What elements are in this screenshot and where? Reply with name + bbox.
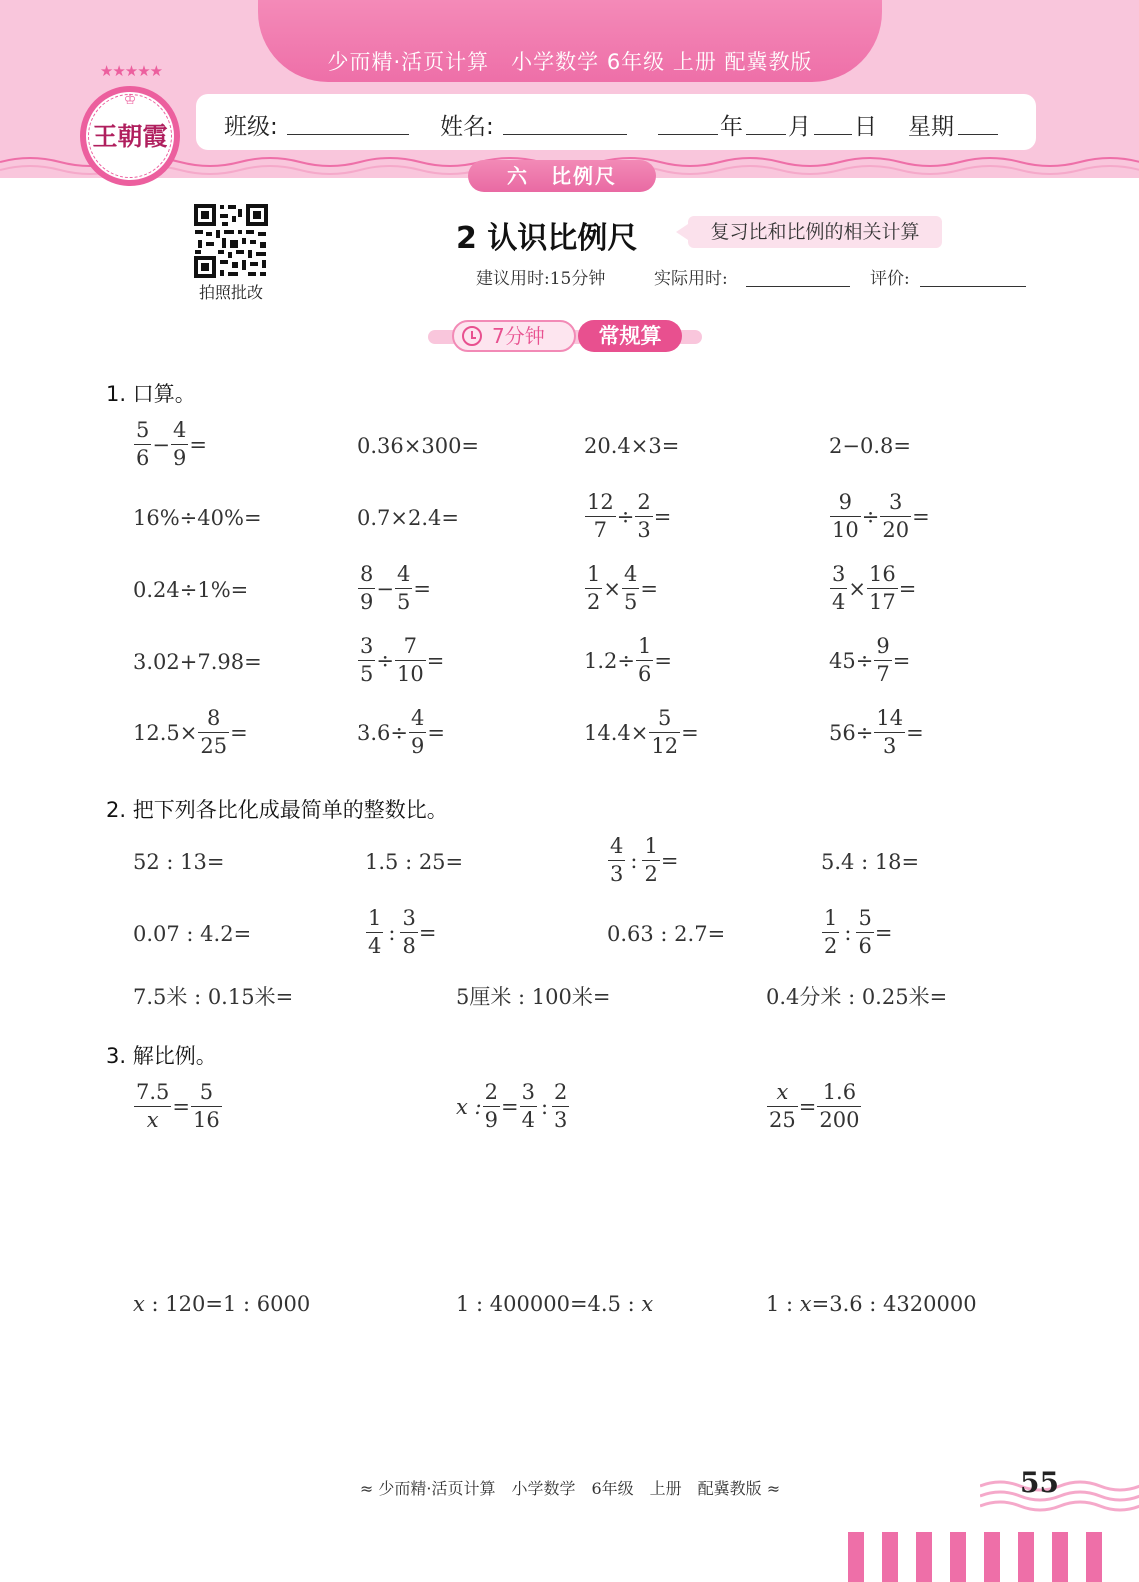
q1-r3-b: $\frac{8}{9}$ − $\frac{4}{5}$ =	[360, 562, 431, 614]
fraction: $\frac{3}{20}$	[882, 490, 910, 542]
q1-r4-b: $\frac{3}{5}$ ÷ $\frac{7}{10}$ =	[360, 634, 445, 686]
footer-stripe	[984, 1532, 1000, 1582]
q1-r3-c: $\frac{1}{2}$ × $\frac{4}{5}$ =	[587, 562, 658, 614]
q1-r5-a: 12.5× $\frac{8}{25}$ =	[133, 706, 248, 758]
evaluation-field[interactable]	[920, 270, 1026, 287]
actual-time-label: 实际用时:	[654, 269, 728, 289]
q1-r1-d: 2−0.8=	[829, 434, 911, 458]
fraction: $\frac{1}{2}$	[587, 562, 601, 614]
q1-r1-b: 0.36×300=	[357, 434, 480, 458]
footer-stripe	[1086, 1532, 1102, 1582]
actual-time-field[interactable]	[746, 270, 850, 287]
footer-stripe	[882, 1532, 898, 1582]
q2-r2-c: 0.63 : 2.7=	[607, 922, 726, 946]
q3-p4: x : 120=1 : 6000	[133, 1292, 311, 1316]
q1-r2-a: 16%÷40%=	[133, 506, 262, 530]
month-label: 月	[788, 114, 811, 140]
fraction: $\frac{3}{4}$	[832, 562, 846, 614]
fraction: $\frac{5}{6}$	[136, 418, 150, 470]
fraction: $\frac{8}{9}$	[360, 562, 374, 614]
day-field[interactable]	[814, 108, 852, 135]
q3-p3: $\frac{x}{25}$ = $\frac{1.6}{200}$	[769, 1080, 860, 1132]
q2-r2-b: $\frac{1}{4}$ : $\frac{3}{8}$ =	[368, 906, 437, 958]
fraction: $\frac{2}{9}$	[484, 1080, 498, 1132]
q1-r2-d: $\frac{9}{10}$ ÷ $\frac{3}{20}$ =	[832, 490, 930, 542]
fraction: $\frac{1}{2}$	[824, 906, 838, 958]
lesson-title: 2 认识比例尺	[456, 221, 638, 256]
fraction: $\frac{x}{25}$	[769, 1080, 796, 1132]
q1-r5-b: 3.6÷ $\frac{4}{9}$ =	[357, 706, 445, 758]
q1-heading: 1. 口算。	[106, 382, 196, 406]
qr-code-icon[interactable]	[192, 202, 270, 280]
page-number: 55	[1020, 1466, 1059, 1499]
class-label: 班级:	[224, 114, 278, 140]
fraction: $\frac{5}{6}$	[858, 906, 872, 958]
q2-heading: 2. 把下列各比化成最简单的整数比。	[106, 798, 448, 822]
q2-r1-a: 52 : 13=	[133, 850, 225, 874]
footer-wave-decoration	[980, 1478, 1139, 1518]
fraction: $\frac{9}{7}$	[876, 634, 890, 686]
fraction: $\frac{7.5}{x}$	[136, 1080, 170, 1132]
q3-heading: 3. 解比例。	[106, 1044, 217, 1068]
q2-r2-a: 0.07 : 4.2=	[133, 922, 252, 946]
fraction: $\frac{2}{3}$	[554, 1080, 568, 1132]
fraction: $\frac{3}{4}$	[521, 1080, 535, 1132]
fraction: $\frac{1}{4}$	[368, 906, 382, 958]
q1-r1-a: $\frac{5}{6}$ − $\frac{4}{9}$ =	[136, 418, 207, 470]
q2-r1-d: 5.4 : 18=	[821, 850, 920, 874]
footer-stripe	[1052, 1532, 1068, 1582]
q3-p5: 1 : 400000=4.5 : x	[456, 1292, 654, 1316]
fraction: $\frac{4}{9}$	[172, 418, 187, 470]
fraction: $\frac{8}{25}$	[200, 706, 228, 758]
fraction: $\frac{3}{8}$	[402, 906, 416, 958]
fraction: $\frac{7}{10}$	[396, 634, 424, 686]
fraction: $\frac{1.6}{200}$	[819, 1080, 860, 1132]
q1-r4-c: 1.2÷ $\frac{1}{6}$ =	[584, 634, 672, 686]
month-field[interactable]	[746, 108, 786, 135]
q2-r2-d: $\frac{1}{2}$ : $\frac{5}{6}$ =	[824, 906, 893, 958]
footer-series: ≈ 少而精·活页计算 小学数学 6年级 上册 配冀教版 ≈	[359, 1479, 781, 1498]
year-label: 年	[720, 114, 743, 140]
q2-r1-c: $\frac{4}{3}$ : $\frac{1}{2}$ =	[610, 834, 679, 886]
suggested-time: 建议用时:15分钟	[476, 269, 606, 289]
q3-p2: x : $\frac{2}{9}$ = $\frac{3}{4}$ : $\frac{2}{3}$	[456, 1080, 568, 1132]
footer-stripe	[848, 1532, 864, 1582]
fraction: $\frac{3}{5}$	[360, 634, 374, 686]
qr-label: 拍照批改	[198, 283, 263, 302]
q1-r4-a: 3.02+7.98=	[133, 650, 262, 674]
fraction: $\frac{14}{3}$	[876, 706, 904, 758]
year-field[interactable]	[658, 108, 718, 135]
day-label: 日	[854, 114, 877, 140]
exercise-type-badge: 常规算	[578, 320, 682, 352]
q1-r2-b: 0.7×2.4=	[357, 506, 459, 530]
timer-badge: 7分钟	[452, 320, 576, 352]
q2-r3-a: 7.5米 : 0.15米=	[133, 985, 294, 1009]
q3-p6: 1 : x =3.6 : 4320000	[766, 1292, 977, 1316]
q3-p1: $\frac{7.5}{x}$ = $\frac{5}{16}$	[136, 1080, 220, 1132]
evaluation-label: 评价:	[870, 269, 910, 289]
name-field[interactable]	[503, 108, 627, 135]
class-field[interactable]	[287, 108, 409, 135]
fraction: $\frac{5}{16}$	[193, 1080, 220, 1132]
logo-text: 王朝霞	[92, 122, 168, 151]
q1-r3-a: 0.24÷1%=	[133, 578, 249, 602]
subtitle-pointer	[676, 224, 688, 240]
stars-icon: ★★★★★	[99, 62, 163, 80]
fraction: $\frac{16}{17}$	[868, 562, 896, 614]
fraction: $\frac{12}{7}$	[587, 490, 614, 542]
series-title: 少而精·活页计算 小学数学 6年级 上册 配冀教版	[327, 50, 813, 74]
name-label: 姓名:	[440, 114, 494, 140]
q1-r4-d: 45÷ $\frac{9}{7}$ =	[829, 634, 911, 686]
fraction: $\frac{5}{12}$	[651, 706, 679, 758]
clock-icon	[462, 326, 482, 346]
weekday-label: 星期	[908, 114, 954, 140]
fraction: $\frac{2}{3}$	[637, 490, 651, 542]
fraction: $\frac{9}{10}$	[832, 490, 859, 542]
fraction: $\frac{4}{9}$	[411, 706, 425, 758]
q1-r5-d: 56÷ $\frac{14}{3}$ =	[829, 706, 924, 758]
q2-r3-b: 5厘米 : 100米=	[456, 985, 611, 1009]
q1-r5-c: 14.4× $\frac{5}{12}$ =	[584, 706, 699, 758]
fraction: $\frac{4}{5}$	[623, 562, 638, 614]
q2-r1-b: 1.5 : 25=	[365, 850, 464, 874]
fraction: $\frac{1}{2}$	[644, 834, 658, 886]
footer-stripe	[916, 1532, 932, 1582]
section-tag: 六 比例尺	[468, 160, 656, 192]
q1-r3-d: $\frac{3}{4}$ × $\frac{16}{17}$ =	[832, 562, 917, 614]
q1-r1-c: 20.4×3=	[584, 434, 680, 458]
fraction: $\frac{4}{5}$	[396, 562, 411, 614]
q1-r2-c: $\frac{12}{7}$ ÷ $\frac{2}{3}$ =	[587, 490, 672, 542]
crown-icon: ♔	[123, 92, 137, 108]
fraction: $\frac{1}{6}$	[638, 634, 652, 686]
fraction: $\frac{4}{3}$	[610, 834, 624, 886]
footer-stripe	[950, 1532, 966, 1582]
footer-stripe	[1018, 1532, 1034, 1582]
q2-r3-c: 0.4分米 : 0.25米=	[766, 985, 948, 1009]
weekday-field[interactable]	[958, 108, 998, 135]
lesson-subtitle: 复习比和比例的相关计算	[688, 216, 942, 248]
